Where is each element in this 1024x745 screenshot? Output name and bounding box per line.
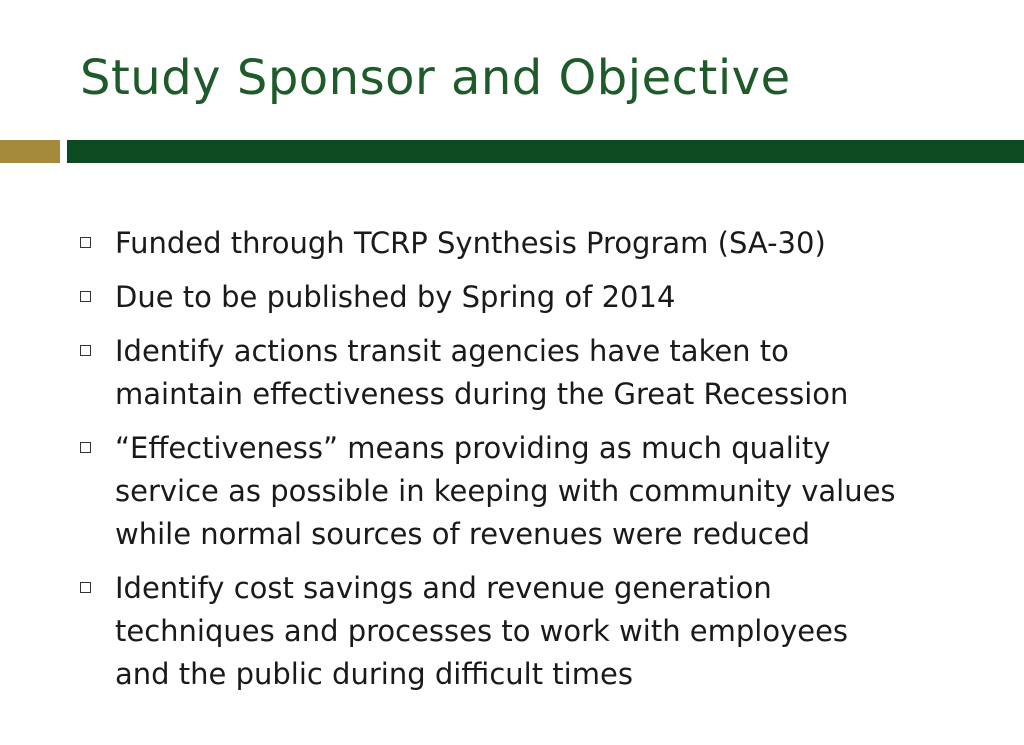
bullet-list — [80, 222, 980, 707]
bullet-item-funding — [80, 222, 980, 265]
square-bullet-icon — [80, 237, 91, 248]
slide-title: Study Sponsor and Objective — [80, 50, 791, 106]
bullet-text-line: and the public during difficult times — [115, 657, 633, 691]
bullet-text-line: “Effectiveness” means providing as much quality — [115, 431, 831, 465]
bullet-item-identify-actions — [80, 330, 980, 416]
bullet-text-line: techniques and processes to work with employees — [115, 614, 849, 648]
title-rule-gold-accent — [0, 140, 60, 163]
bullet-item-effectiveness — [80, 427, 980, 556]
square-bullet-icon — [80, 291, 91, 302]
square-bullet-icon — [80, 582, 91, 593]
bullet-text-line: while normal sources of revenues were reduced — [115, 517, 810, 551]
bullet-text-line: Identify cost savings and revenue generation — [115, 571, 772, 605]
title-rule-green-bar — [67, 140, 1024, 163]
bullet-item-cost-savings — [80, 567, 980, 696]
bullet-text-line: maintain effectiveness during the Great Recession — [115, 377, 849, 411]
square-bullet-icon — [80, 442, 91, 453]
bullet-text-line: service as possible in keeping with community values — [115, 474, 896, 508]
bullet-text-line: Identify actions transit agencies have taken to — [115, 334, 789, 368]
bullet-item-publication — [80, 276, 980, 319]
bullet-text-line: Funded through TCRP Synthesis Program (SA-30) — [115, 226, 826, 260]
bullet-text-line: Due to be published by Spring of 2014 — [115, 280, 676, 314]
square-bullet-icon — [80, 345, 91, 356]
